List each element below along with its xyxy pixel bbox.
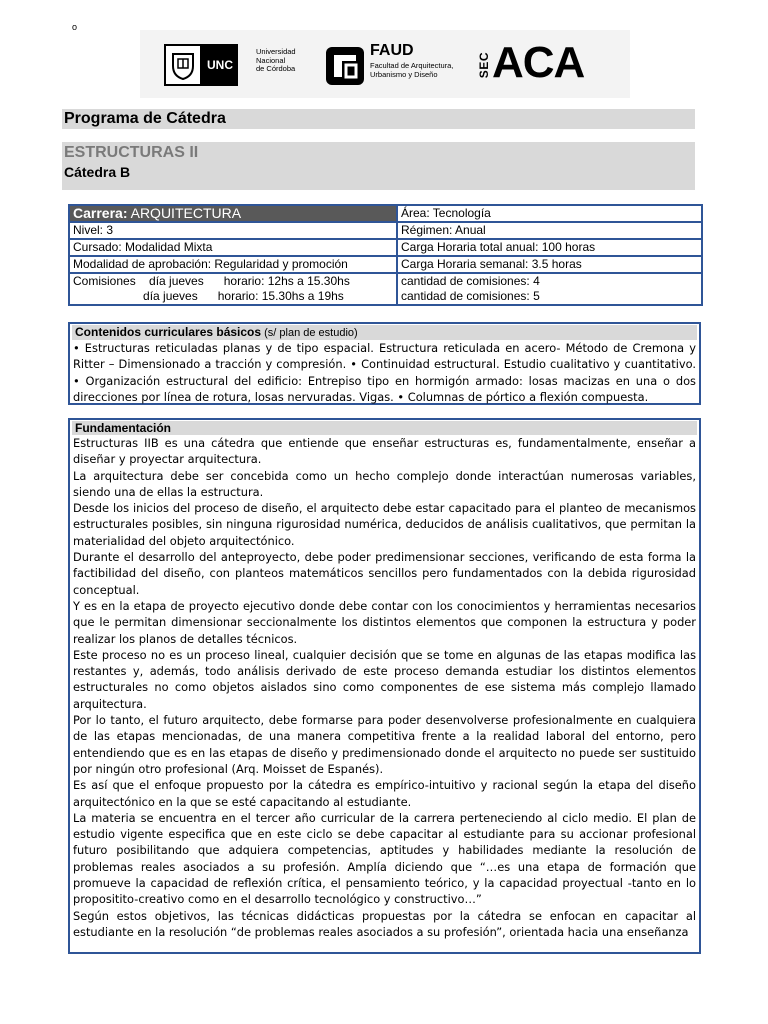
carga-anual-cell: Carga Horaria total anual: 100 horas	[397, 239, 702, 256]
contenidos-text: • Estructuras reticuladas planas y de tipo espacial. Estructura reticulada en acero- Método de Cremona y Ritter – Dimensionado a tracción y compresión. • Continuidad estructural. Estudio cualitativo y cuantitativo. • Organización estructural del edificio: Entrepiso tipo en hormigón armado: losas macizas en una o dos direcciones por línea de rotura, losas nervuradas. Vigas. • Columnas de pórtico a flexión compuesta.	[73, 341, 696, 404]
paragraph: Desde los inicios del proceso de diseño, el arquitecto debe estar capacitado para el planteo de mecanismos estructurales posibles, sin ninguna rigurosidad numérica, deducidos de análisis cualitativos, que permitan la materialidad del objeto arquitectónico.	[73, 501, 696, 548]
aprobacion-cell: Modalidad de aprobación: Regularidad y promoción	[69, 256, 397, 273]
subject-name: ESTRUCTURAS II	[64, 144, 199, 161]
regimen-cell: Régimen: Anual	[397, 222, 702, 239]
aca-logo: ACA	[492, 38, 585, 87]
corner-mark: o	[72, 22, 78, 32]
fundamentacion-heading: Fundamentación	[72, 421, 697, 435]
paragraph: La materia se encuentra en el tercer año curricular de la carrera perteneciendo al ciclo medio. El plan de estudio vigente especifica que en este ciclo se debe capacitar al estudiante para su accionar profesional futuro posibilitando que adquiera competencias, aptitudes y habilidades mediante la resolución de problemas reales asociados a su profesión. Amplía diciendo que “…es una etapa de formación que promueve la capacidad de reflexión crítica, el pensamiento teórico, y la capacidad proyectual -tanto en lo propositito-creativo como en el desarrollo tecnológico y constructivo…”	[73, 810, 696, 907]
comisiones-cell: Comisiones día jueves horario: 12hs a 15.30hs día jueves horario: 15.30hs a 19hs	[69, 273, 397, 305]
sec-label: SEC	[477, 52, 491, 79]
contenidos-heading: Contenidos curriculares básicos (s/ plan de estudio)	[72, 325, 697, 340]
paragraph: La arquitectura debe ser concebida como un hecho complejo donde interactúan numerosas variables, siendo una de ellas la estructura.	[73, 468, 696, 499]
program-bar	[62, 109, 695, 129]
program-title: Programa de Cátedra	[64, 110, 226, 127]
unc-name: Universidad Nacional de Córdoba	[256, 47, 296, 73]
fundamentacion-text	[70, 435, 699, 940]
chair-name: Cátedra B	[64, 164, 131, 180]
institution-logos	[140, 30, 630, 98]
faud-subtitle: Facultad de Arquitectura, Urbanismo y Diseño	[370, 61, 454, 79]
paragraph: Durante el desarrollo del anteproyecto, debe poder predimensionar secciones, verificando de esta forma la factibilidad del diseño, con planteos matemáticos sencillos pero fundamentados con la debida rigurosidad conceptual.	[73, 550, 696, 597]
course-info-table	[68, 204, 703, 306]
unc-logo	[164, 44, 264, 86]
faud-title: FAUD	[370, 42, 414, 59]
carrera-cell: Carrera: ARQUITECTURA	[69, 205, 397, 222]
paragraph: Este proceso no es un proceso lineal, cualquier decisión que se tome en algunas de las etapas modifica las restantes y, además, todo análisis derivado de este proceso demanda estudiar los distintos elementos estructurales no como objetos aislados sino como componentes de ese sistema más complejo llamado arquitectura.	[73, 647, 696, 711]
nivel-cell: Nivel: 3	[69, 222, 397, 239]
subject-bar	[62, 142, 695, 190]
cursado-cell: Cursado: Modalidad Mixta	[69, 239, 397, 256]
unc-seal-icon	[164, 44, 202, 86]
unc-abbr: UNC	[202, 44, 238, 86]
contenidos-section	[68, 322, 701, 405]
paragraph: Según estos objetivos, las técnicas didácticas propuestas por la cátedra se enfocan en capacitar al estudiante en la resolución “de problemas reales asociados a su profesión”, orientada hacia una enseñanza	[73, 908, 696, 939]
paragraph: Por lo tanto, el futuro arquitecto, debe formarse para poder desenvolverse profesionalmente en cualquiera de las etapas mencionadas, de una manera competitiva frente a la realidad laboral del entorno, pero entendiendo que es en las etapas de diseño y predimensionado donde el arquitecto no puede ser sustituido por ningún otro profesional (Arq. Moisset de Espanés).	[73, 713, 696, 776]
faud-logo-icon	[325, 46, 365, 86]
cantidad-comisiones-cell: cantidad de comisiones: 4 cantidad de comisiones: 5	[397, 273, 702, 305]
carga-semanal-cell: Carga Horaria semanal: 3.5 horas	[397, 256, 702, 273]
paragraph: Es así que el enfoque propuesto por la cátedra es empírico-intuitivo y racional según la etapa del diseño arquitectónico en la que se esté capacitando al estudiante.	[73, 778, 696, 809]
paragraph: Estructuras IIB es una cátedra que entiende que enseñar estructuras es, fundamentalmente, enseñar a diseñar y proyectar arquitectura.	[73, 436, 696, 467]
fundamentacion-section	[68, 418, 701, 954]
area-cell: Área: Tecnología	[397, 205, 702, 222]
paragraph: Y es en la etapa de proyecto ejecutivo donde debe contar con los conocimientos y herramientas necesarios que le permitan dimensionar seccionalmente los distintos elementos que componen la estructura y poder realizar los planos de detalles técnicos.	[73, 598, 696, 646]
